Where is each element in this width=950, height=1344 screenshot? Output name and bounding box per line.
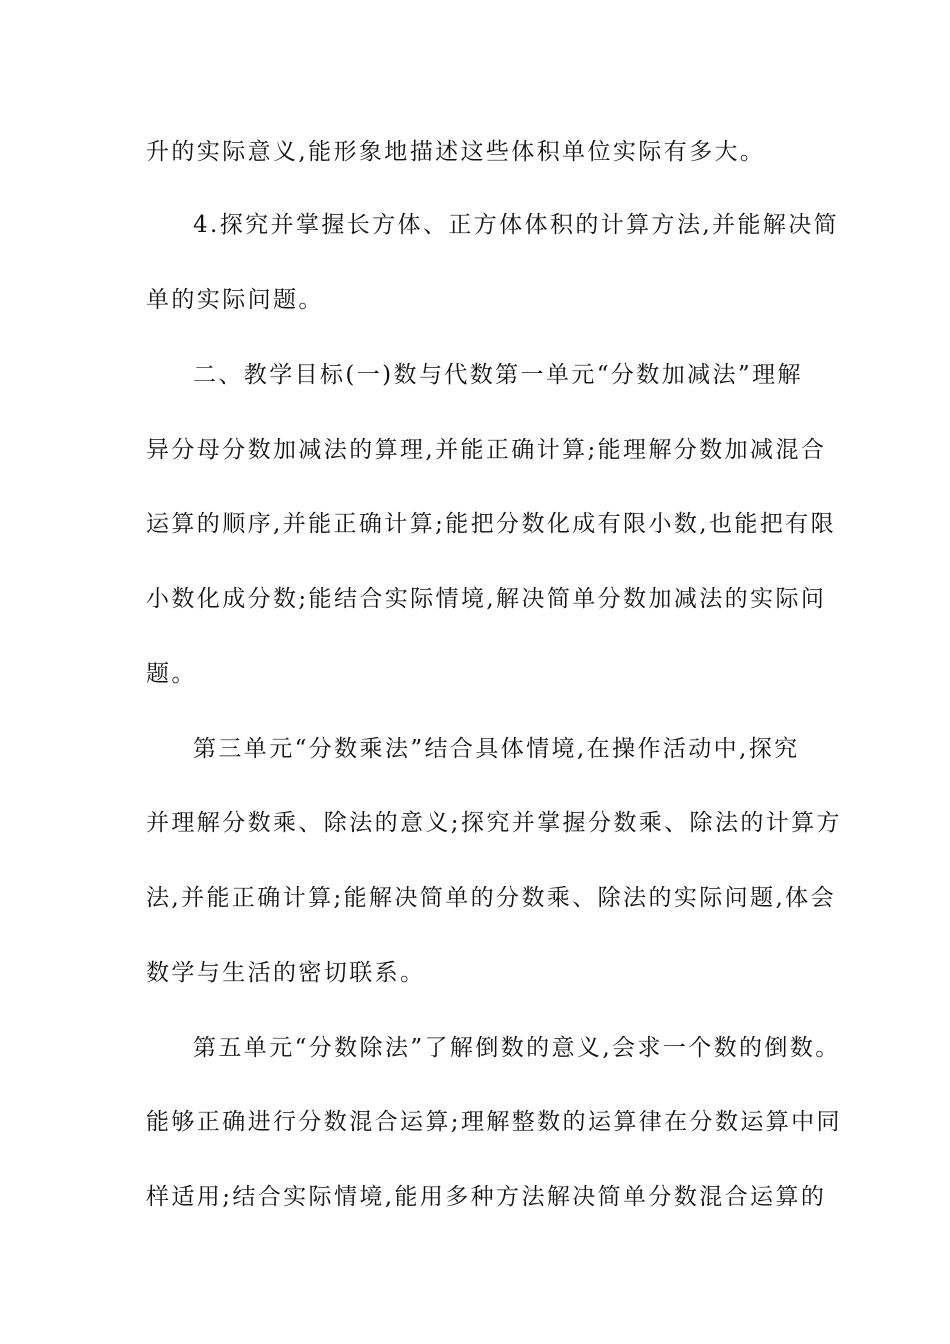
text-line: 单的实际问题。 [146,287,324,313]
text-line: 法,并能正确计算;能解决简单的分数乘、除法的实际问题,体会 [146,885,836,911]
text-line: 样适用;结合实际情境,能用多种方法解决简单分数混合运算的 [146,1184,827,1210]
text-line: 并理解分数乘、除法的意义;探究并掌握分数乘、除法的计算方 [146,810,842,836]
text-line: 题。 [146,661,197,687]
text-line: 数学与生活的密切联系。 [146,960,426,986]
text-line: 小数化成分数;能结合实际情境,解决简单分数加减法的实际问 [146,586,827,612]
text-line: 运算的顺序,并能正确计算;能把分数化成有限小数,也能把有限 [146,511,836,537]
text-line: 升的实际意义,能形象地描述这些体积单位实际有多大。 [146,139,766,165]
text-line: 能够正确进行分数混合运算;理解整数的运算律在分数运算中同 [146,1109,842,1135]
text-line: 第五单元“分数除法”了解倒数的意义,会求一个数的倒数。 [193,1035,841,1061]
text-line: 二、教学目标(一)数与代数第一单元“分数加减法”理解 [193,362,803,388]
text-line: 第三单元“分数乘法”结合具体情境,在操作活动中,探究 [193,736,800,762]
text-line: 4.探究并掌握长方体、正方体体积的计算方法,并能解决简 [193,212,840,238]
text-line: 异分母分数加减法的算理,并能正确计算;能理解分数加减混合 [146,437,827,463]
